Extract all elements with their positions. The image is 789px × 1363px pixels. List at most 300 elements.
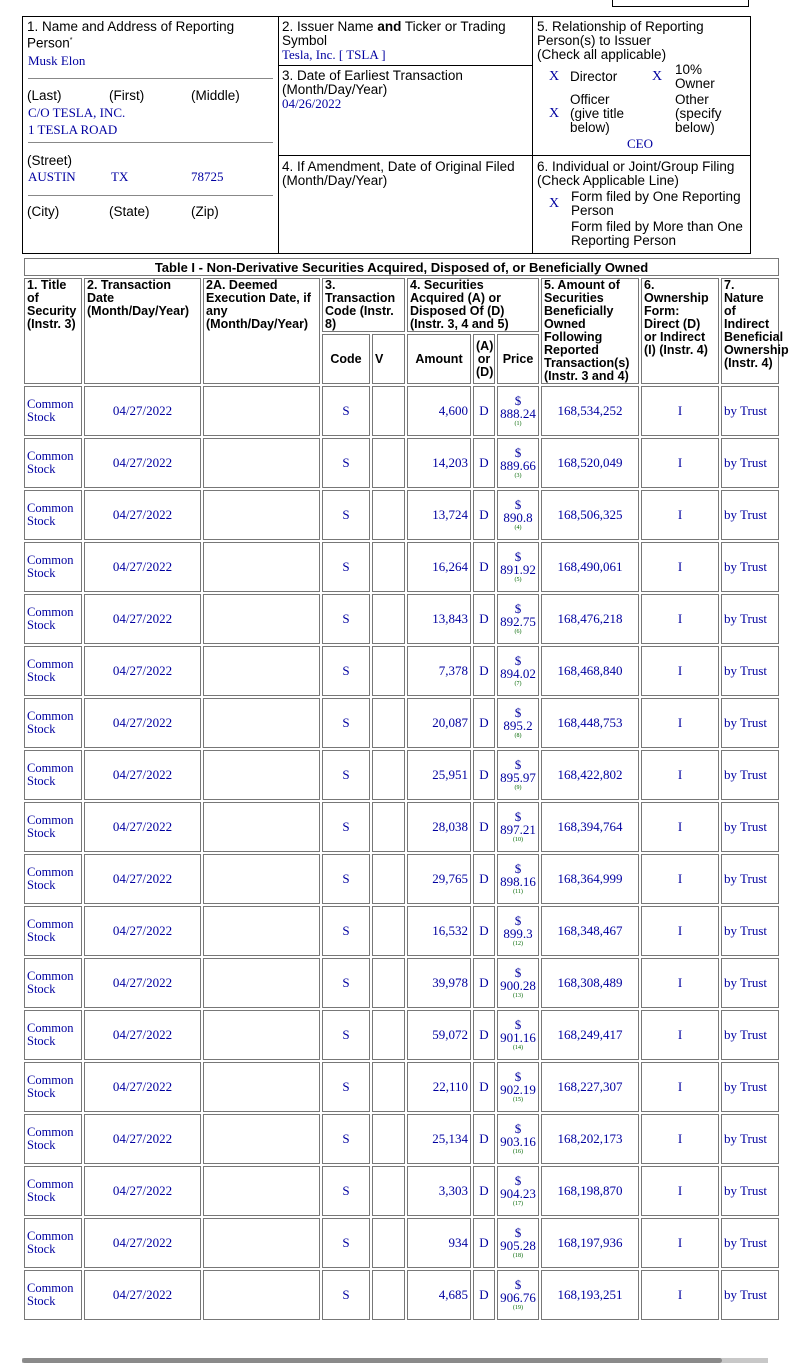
ownership-form-cell[interactable]: I: [641, 1218, 719, 1268]
amount-cell: 39,978: [407, 958, 471, 1008]
a-or-d-cell: D: [473, 854, 495, 904]
v-cell: [372, 1270, 405, 1320]
earliest-transaction-date: 04/26/2022: [282, 96, 342, 111]
header-v: V: [372, 334, 405, 384]
header-securities-acquired-disposed: 4. Securities Acquired (A) or Disposed Of (D) (Instr. 3, 4 and 5): [407, 278, 539, 332]
owned-cell: 168,394,764: [541, 802, 639, 852]
price-value: 899.3: [503, 926, 533, 941]
table-body: [24, 386, 779, 1320]
nature-cell[interactable]: by Trust: [721, 1062, 779, 1112]
footnote-ref[interactable]: (1): [514, 421, 522, 427]
v-cell: [372, 438, 405, 488]
transaction-date-cell: 04/27/2022: [84, 438, 201, 488]
dollar-sign: $: [514, 1069, 522, 1084]
a-or-d-cell: D: [473, 1166, 495, 1216]
transaction-date-cell: 04/27/2022: [84, 594, 201, 644]
amount-cell: 7,378: [407, 646, 471, 696]
nature-cell[interactable]: by Trust: [721, 386, 779, 436]
officer-checkmark[interactable]: X: [549, 106, 560, 121]
code-cell[interactable]: S: [322, 1114, 370, 1164]
price-cell: [497, 386, 539, 436]
amount-cell: 934: [407, 1218, 471, 1268]
state-value: TX: [111, 169, 129, 184]
price-value: 900.28: [500, 978, 536, 993]
nature-cell[interactable]: by Trust: [721, 958, 779, 1008]
price-value: 897.21: [500, 822, 536, 837]
city-label: (City): [27, 204, 60, 219]
box5-title: 5. Relationship of Reporting Person(s) to Issuer: [537, 19, 704, 48]
non-derivative-table: [22, 256, 789, 1322]
price-value: 889.66: [500, 458, 536, 473]
v-cell: [372, 1166, 405, 1216]
owned-cell: 168,468,840: [541, 646, 639, 696]
footnote-ref[interactable]: (15): [513, 1097, 523, 1103]
security-cell[interactable]: Common Stock: [24, 542, 82, 592]
header-nature-of-ownership: 7. Nature of Indirect Beneficial Ownership (Instr. 4): [721, 278, 779, 384]
price-value: 892.75: [500, 614, 536, 629]
transaction-date-cell: 04/27/2022: [84, 802, 201, 852]
box2-title: 2. Issuer Name and Ticker or Trading Symbol: [282, 19, 506, 48]
v-cell: [372, 802, 405, 852]
table-row: [24, 750, 779, 800]
price-value: 890.8: [503, 510, 533, 525]
owned-cell: 168,193,251: [541, 1270, 639, 1320]
one-person-label: Form filed by One Reporting Person: [571, 189, 741, 218]
security-cell[interactable]: Common Stock: [24, 1010, 82, 1060]
code-cell[interactable]: S: [322, 958, 370, 1008]
transaction-date-cell: 04/27/2022: [84, 1114, 201, 1164]
price-value: 901.16: [500, 1030, 536, 1045]
issuer-box: [278, 16, 533, 66]
table-row: [24, 854, 779, 904]
a-or-d-cell: D: [473, 386, 495, 436]
amount-cell: 28,038: [407, 802, 471, 852]
a-or-d-cell: D: [473, 1270, 495, 1320]
a-or-d-cell: D: [473, 1218, 495, 1268]
price-value: 888.24: [500, 406, 536, 421]
footnote-ref[interactable]: (8): [514, 733, 522, 739]
amount-cell: 20,087: [407, 698, 471, 748]
box3-title: 3. Date of Earliest Transaction (Month/Day/Year): [282, 68, 463, 97]
table-row: [24, 646, 779, 696]
deemed-date-cell: [203, 698, 320, 748]
price-cell: [497, 1062, 539, 1112]
ownership-form-cell[interactable]: I: [641, 698, 719, 748]
dollar-sign: $: [514, 1017, 522, 1032]
horizontal-scrollbar[interactable]: [22, 1358, 768, 1363]
footnote-ref[interactable]: (17): [513, 1201, 523, 1207]
dollar-sign: $: [514, 1173, 522, 1188]
nature-cell[interactable]: by Trust: [721, 438, 779, 488]
footnote-ref[interactable]: (3): [514, 473, 522, 479]
code-cell[interactable]: S: [322, 386, 370, 436]
transaction-date-cell: 04/27/2022: [84, 1166, 201, 1216]
table-row: [24, 1010, 779, 1060]
code-cell[interactable]: S: [322, 698, 370, 748]
first-label: (First): [109, 88, 145, 103]
deemed-date-cell: [203, 646, 320, 696]
table-row: [24, 1218, 779, 1268]
header-transaction-code: 3. Transaction Code (Instr. 8): [322, 278, 405, 332]
city-value: AUSTIN: [28, 169, 76, 184]
price-value: 902.19: [500, 1082, 536, 1097]
issuer-name: Tesla, Inc. [ TSLA ]: [282, 47, 386, 62]
table-row: [24, 386, 779, 436]
table-row: [24, 802, 779, 852]
a-or-d-cell: D: [473, 542, 495, 592]
transaction-date-cell: 04/27/2022: [84, 1218, 201, 1268]
price-value: 895.2: [503, 718, 533, 733]
scrollbar-thumb[interactable]: [22, 1358, 722, 1363]
deemed-date-cell: [203, 386, 320, 436]
nature-cell[interactable]: by Trust: [721, 854, 779, 904]
dollar-sign: $: [514, 393, 522, 408]
header-title-of-security: 1. Title of Security (Instr. 3): [24, 278, 82, 384]
v-cell: [372, 906, 405, 956]
price-cell: [497, 750, 539, 800]
table-row: [24, 906, 779, 956]
nature-cell[interactable]: by Trust: [721, 1114, 779, 1164]
code-cell[interactable]: S: [322, 1218, 370, 1268]
footnote-ref[interactable]: (12): [513, 941, 523, 947]
transaction-date-cell: 04/27/2022: [84, 490, 201, 540]
price-cell: [497, 802, 539, 852]
footnote-ref[interactable]: (7): [514, 681, 522, 687]
owned-cell: 168,448,753: [541, 698, 639, 748]
officer-label: Officer (give title below): [570, 92, 625, 135]
security-cell[interactable]: Common Stock: [24, 854, 82, 904]
table-row: [24, 1114, 779, 1164]
ownership-form-cell[interactable]: I: [641, 1114, 719, 1164]
deemed-date-cell: [203, 1166, 320, 1216]
amount-cell: 4,600: [407, 386, 471, 436]
deemed-date-cell: [203, 1062, 320, 1112]
footnote-ref[interactable]: (5): [514, 577, 522, 583]
nature-cell[interactable]: by Trust: [721, 490, 779, 540]
officer-title: CEO: [627, 136, 653, 151]
security-cell[interactable]: Common Stock: [24, 490, 82, 540]
zip-value: 78725: [191, 169, 224, 184]
price-cell: [497, 854, 539, 904]
price-value: 895.97: [500, 770, 536, 785]
v-cell: [372, 594, 405, 644]
price-cell: [497, 1218, 539, 1268]
v-cell: [372, 490, 405, 540]
nature-cell[interactable]: by Trust: [721, 594, 779, 644]
deemed-date-cell: [203, 1270, 320, 1320]
owned-cell: 168,506,325: [541, 490, 639, 540]
a-or-d-cell: D: [473, 1010, 495, 1060]
a-or-d-cell: D: [473, 802, 495, 852]
box5-subtitle: (Check all applicable): [537, 47, 667, 62]
price-value: 906.76: [500, 1290, 536, 1305]
code-cell[interactable]: S: [322, 1270, 370, 1320]
code-cell[interactable]: S: [322, 438, 370, 488]
amount-cell: 14,203: [407, 438, 471, 488]
header-a-or-d: (A) or (D): [473, 334, 495, 384]
header-price: Price: [497, 334, 539, 384]
security-cell[interactable]: Common Stock: [24, 438, 82, 488]
header-deemed-execution-date: 2A. Deemed Execution Date, if any (Month/Day/Year): [203, 278, 320, 384]
nature-cell[interactable]: by Trust: [721, 646, 779, 696]
footnote-ref[interactable]: (6): [514, 629, 522, 635]
owned-cell: 168,348,467: [541, 906, 639, 956]
nature-cell[interactable]: by Trust: [721, 906, 779, 956]
last-label: (Last): [27, 88, 62, 103]
dollar-sign: $: [514, 1121, 522, 1136]
a-or-d-cell: D: [473, 750, 495, 800]
price-value: 891.92: [500, 562, 536, 577]
price-cell: [497, 438, 539, 488]
price-cell: [497, 1270, 539, 1320]
price-cell: [497, 646, 539, 696]
ownership-form-cell[interactable]: I: [641, 802, 719, 852]
table-row: [24, 698, 779, 748]
security-cell[interactable]: Common Stock: [24, 1270, 82, 1320]
amount-cell: 13,843: [407, 594, 471, 644]
deemed-date-cell: [203, 438, 320, 488]
security-cell[interactable]: Common Stock: [24, 1166, 82, 1216]
price-cell: [497, 906, 539, 956]
amount-cell: 25,951: [407, 750, 471, 800]
code-cell[interactable]: S: [322, 750, 370, 800]
dollar-sign: $: [514, 757, 522, 772]
transaction-date-cell: 04/27/2022: [84, 854, 201, 904]
code-cell[interactable]: S: [322, 1010, 370, 1060]
reporting-person-box: [22, 16, 279, 254]
street-label: (Street): [27, 153, 73, 168]
a-or-d-cell: D: [473, 1062, 495, 1112]
one-person-checkmark[interactable]: X: [549, 196, 560, 211]
transaction-date-cell: 04/27/2022: [84, 906, 201, 956]
amount-cell: 59,072: [407, 1010, 471, 1060]
owned-cell: 168,534,252: [541, 386, 639, 436]
owned-cell: 168,197,936: [541, 1218, 639, 1268]
footnote-ref[interactable]: (13): [513, 993, 523, 999]
ownership-form-cell[interactable]: I: [641, 542, 719, 592]
amount-cell: 16,264: [407, 542, 471, 592]
price-value: 894.02: [500, 666, 536, 681]
footnote-ref[interactable]: (9): [514, 785, 522, 791]
deemed-date-cell: [203, 854, 320, 904]
ownership-form-cell[interactable]: I: [641, 1010, 719, 1060]
price-cell: [497, 490, 539, 540]
footnote-ref[interactable]: (18): [513, 1253, 523, 1259]
amount-cell: 29,765: [407, 854, 471, 904]
nature-cell[interactable]: by Trust: [721, 1010, 779, 1060]
ownership-form-cell[interactable]: I: [641, 1270, 719, 1320]
director-label: Director: [570, 69, 618, 84]
ownership-form-cell[interactable]: I: [641, 854, 719, 904]
header-amount: Amount: [407, 334, 471, 384]
box4-title: 4. If Amendment, Date of Original Filed (Month/Day/Year): [282, 159, 515, 188]
middle-label: (Middle): [191, 88, 240, 103]
table-row: [24, 438, 779, 488]
ownership-form-cell[interactable]: I: [641, 958, 719, 1008]
code-cell[interactable]: S: [322, 490, 370, 540]
box1-title: 1. Name and Address of Reporting Person*: [27, 19, 235, 51]
footnote-ref[interactable]: (19): [513, 1305, 523, 1311]
transaction-date-cell: 04/27/2022: [84, 542, 201, 592]
dollar-sign: $: [514, 705, 522, 720]
owned-cell: 168,490,061: [541, 542, 639, 592]
security-cell[interactable]: Common Stock: [24, 958, 82, 1008]
nature-cell[interactable]: by Trust: [721, 1270, 779, 1320]
security-cell[interactable]: Common Stock: [24, 646, 82, 696]
owned-cell: 168,202,173: [541, 1114, 639, 1164]
footnote-ref[interactable]: (16): [513, 1149, 523, 1155]
v-cell: [372, 750, 405, 800]
dollar-sign: $: [514, 861, 522, 876]
table-1-wrapper: [22, 256, 789, 1322]
ownership-form-cell[interactable]: I: [641, 438, 719, 488]
nature-cell[interactable]: by Trust: [721, 802, 779, 852]
owned-cell: 168,308,489: [541, 958, 639, 1008]
deemed-date-cell: [203, 594, 320, 644]
nature-cell[interactable]: by Trust: [721, 542, 779, 592]
deemed-date-cell: [203, 542, 320, 592]
code-cell[interactable]: S: [322, 1062, 370, 1112]
header-code: Code: [322, 334, 370, 384]
dollar-sign: $: [514, 809, 522, 824]
dollar-sign: $: [514, 653, 522, 668]
address-line2: 1 TESLA ROAD: [28, 122, 118, 137]
owned-cell: 168,476,218: [541, 594, 639, 644]
dollar-sign: $: [514, 1225, 522, 1240]
table-row: [24, 1062, 779, 1112]
v-cell: [372, 542, 405, 592]
dollar-sign: $: [514, 549, 522, 564]
nature-cell[interactable]: by Trust: [721, 1218, 779, 1268]
table-caption: Table I - Non-Derivative Securities Acquired, Disposed of, or Beneficially Owned: [24, 258, 779, 276]
transaction-date-cell: 04/27/2022: [84, 1270, 201, 1320]
table-row: [24, 1270, 779, 1320]
deemed-date-cell: [203, 1010, 320, 1060]
code-cell[interactable]: S: [322, 646, 370, 696]
header-ownership-form: 6. Ownership Form: Direct (D) or Indirect (I) (Instr. 4): [641, 278, 719, 384]
deemed-date-cell: [203, 958, 320, 1008]
amount-cell: 16,532: [407, 906, 471, 956]
price-value: 903.16: [500, 1134, 536, 1149]
owned-cell: 168,198,870: [541, 1166, 639, 1216]
box6-title: 6. Individual or Joint/Group Filing (Check Applicable Line): [537, 159, 735, 188]
security-cell[interactable]: Common Stock: [24, 802, 82, 852]
top-box-stub: [612, 0, 749, 7]
director-checkmark[interactable]: X: [549, 69, 560, 84]
nature-cell[interactable]: by Trust: [721, 1166, 779, 1216]
price-cell: [497, 1166, 539, 1216]
earliest-transaction-box: [278, 65, 533, 156]
footnote-ref[interactable]: (10): [513, 837, 523, 843]
transaction-date-cell: 04/27/2022: [84, 1010, 201, 1060]
table-row: [24, 958, 779, 1008]
ownership-form-cell[interactable]: I: [641, 1166, 719, 1216]
ownership-form-cell[interactable]: I: [641, 906, 719, 956]
a-or-d-cell: D: [473, 906, 495, 956]
amendment-box: [278, 155, 533, 254]
code-cell[interactable]: S: [322, 1166, 370, 1216]
ownership-form-cell[interactable]: I: [641, 750, 719, 800]
price-cell: [497, 698, 539, 748]
ticker-link[interactable]: TSLA: [346, 47, 378, 62]
ownership-form-cell[interactable]: I: [641, 1062, 719, 1112]
ownership-form-cell[interactable]: I: [641, 594, 719, 644]
security-cell[interactable]: Common Stock: [24, 698, 82, 748]
footnote-ref[interactable]: (14): [513, 1045, 523, 1051]
code-cell[interactable]: S: [322, 802, 370, 852]
transaction-date-cell: 04/27/2022: [84, 386, 201, 436]
v-cell: [372, 1218, 405, 1268]
more-person-label: Form filed by More than One Reporting Person: [571, 219, 743, 248]
security-cell[interactable]: Common Stock: [24, 750, 82, 800]
security-cell[interactable]: Common Stock: [24, 1114, 82, 1164]
amount-cell: 4,685: [407, 1270, 471, 1320]
security-cell[interactable]: Common Stock: [24, 1062, 82, 1112]
price-value: 904.23: [500, 1186, 536, 1201]
footnote-ref[interactable]: (11): [513, 889, 523, 895]
ownership-form-cell[interactable]: I: [641, 490, 719, 540]
amount-cell: 3,303: [407, 1166, 471, 1216]
deemed-date-cell: [203, 802, 320, 852]
nature-cell[interactable]: by Trust: [721, 750, 779, 800]
owned-cell: 168,227,307: [541, 1062, 639, 1112]
owned-cell: 168,520,049: [541, 438, 639, 488]
transaction-date-cell: 04/27/2022: [84, 750, 201, 800]
table-row: [24, 1166, 779, 1216]
price-cell: [497, 1114, 539, 1164]
code-cell[interactable]: S: [322, 542, 370, 592]
v-cell: [372, 1010, 405, 1060]
dollar-sign: $: [514, 913, 522, 928]
footnote-ref[interactable]: (4): [514, 525, 522, 531]
table-row: [24, 542, 779, 592]
price-cell: [497, 1010, 539, 1060]
v-cell: [372, 1114, 405, 1164]
nature-cell[interactable]: by Trust: [721, 698, 779, 748]
owner-checkmark[interactable]: X: [652, 69, 663, 84]
reporting-person-name[interactable]: Musk Elon: [28, 53, 86, 68]
v-cell: [372, 646, 405, 696]
security-cell[interactable]: Common Stock: [24, 386, 82, 436]
code-cell[interactable]: S: [322, 906, 370, 956]
ownership-form-cell[interactable]: I: [641, 646, 719, 696]
table-row: [24, 594, 779, 644]
security-cell[interactable]: Common Stock: [24, 1218, 82, 1268]
dollar-sign: $: [514, 497, 522, 512]
v-cell: [372, 386, 405, 436]
filing-type-box: [532, 155, 751, 254]
dollar-sign: $: [514, 1277, 522, 1292]
a-or-d-cell: D: [473, 698, 495, 748]
a-or-d-cell: D: [473, 438, 495, 488]
price-value: 898.16: [500, 874, 536, 889]
a-or-d-cell: D: [473, 1114, 495, 1164]
a-or-d-cell: D: [473, 490, 495, 540]
header-transaction-date: 2. Transaction Date (Month/Day/Year): [84, 278, 201, 384]
a-or-d-cell: D: [473, 958, 495, 1008]
price-cell: [497, 958, 539, 1008]
code-cell[interactable]: S: [322, 854, 370, 904]
ownership-form-cell[interactable]: I: [641, 386, 719, 436]
deemed-date-cell: [203, 1114, 320, 1164]
v-cell: [372, 1062, 405, 1112]
security-cell[interactable]: Common Stock: [24, 594, 82, 644]
security-cell[interactable]: Common Stock: [24, 906, 82, 956]
dollar-sign: $: [514, 965, 522, 980]
dollar-sign: $: [514, 601, 522, 616]
code-cell[interactable]: S: [322, 594, 370, 644]
transaction-date-cell: 04/27/2022: [84, 1062, 201, 1112]
